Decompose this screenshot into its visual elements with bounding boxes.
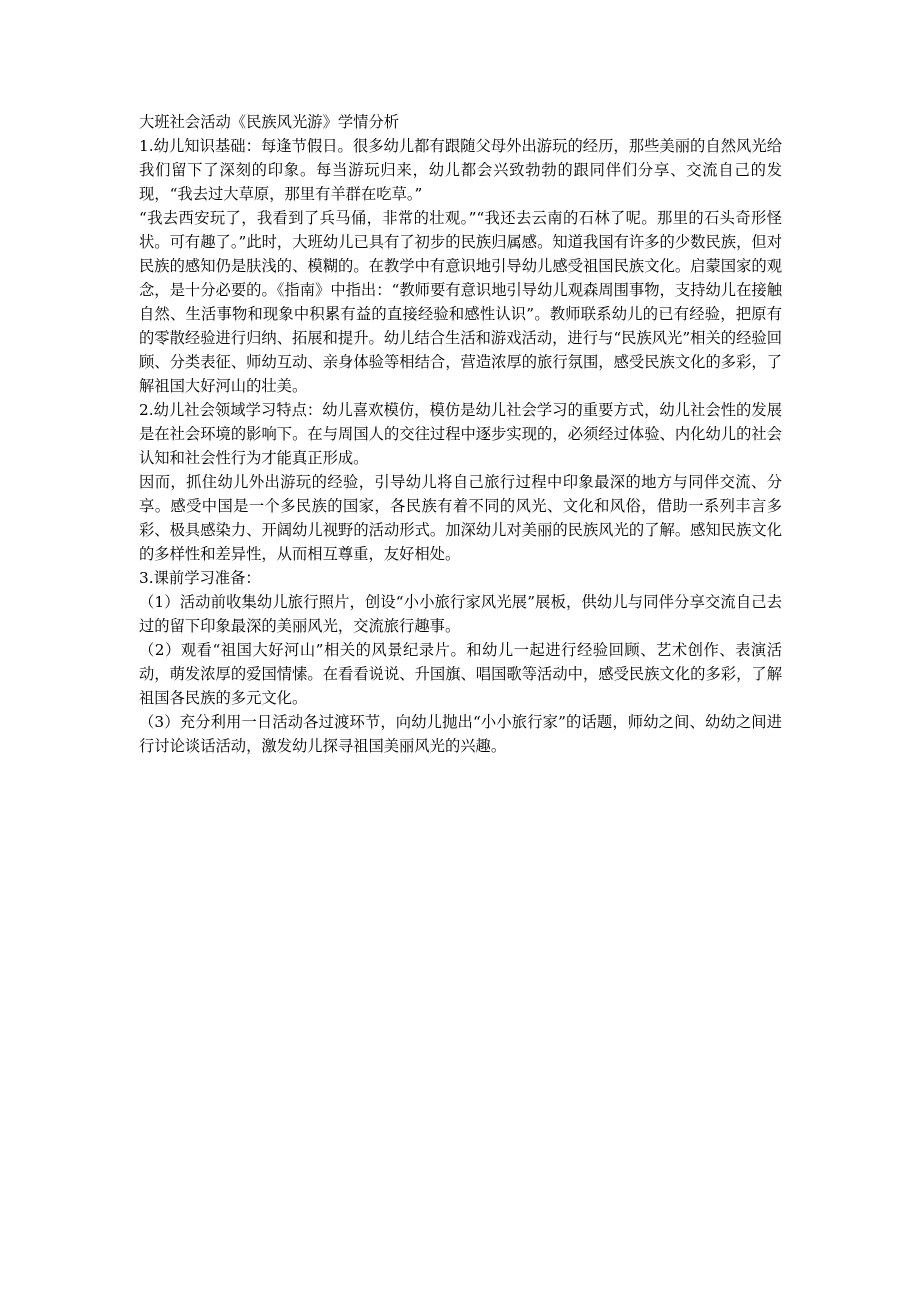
paragraph-therefore: 因而，抓住幼儿外出游玩的经验，引导幼儿将自己旅行过程中印象最深的地方与同伴交流、分享。感受中国是一个多民族的国家，各民族有着不同的风光、文化和风俗，借助一系列丰言多彩、极具感染力、开阔幼儿视野的活动形式。加深幼儿对美丽的民族风光的了解。感知民族文化的多样性和差异性，从而相互尊重，友好相处。 — [139, 473, 782, 563]
document-title: 大班社会活动《民族风光游》学情分析 — [139, 113, 400, 131]
paragraph-learning-features: 2.幼儿社会领域学习特点：幼儿喜欢模仿，模仿是幼儿社会学习的重要方式，幼儿社会性的发展是在社会环境的影响下。在与周国人的交往过程中逐步实现的，必须经过体验、内化幼儿的社会认知和社会性行为才能真正形成。 — [139, 401, 782, 467]
list-item-preparation-2: （2）观看“祖国大好河山”相关的风景纪录片。和幼儿一起进行经验回顾、艺术创作、表演活动，萌发浓厚的爱国情愫。在看看说说、升国旗、唱国歌等活动中，感受民族文化的多彩，了解祖国各民族的多元文化。 — [139, 641, 782, 707]
list-item-preparation-3: （3）充分利用一日活动各过渡环节，向幼儿抛出“小小旅行家”的话题，师幼之间、幼幼之间进行讨论谈话活动，激发幼儿探寻祖国美丽风光的兴趣。 — [139, 713, 782, 755]
list-item-preparation-1: （1）活动前收集幼儿旅行照片，创设“小小旅行家风光展”展板，供幼儿与同伴分享交流自己去过的留下印象最深的美丽风光，交流旅行趣事。 — [139, 593, 782, 635]
document-body — [139, 110, 782, 758]
paragraph-knowledge-basis: 1.幼儿知识基础：每逢节假日。很多幼儿都有跟随父母外出游玩的经历，那些美丽的自然风光给我们留下了深刻的印象。每当游玩归来，幼儿都会兴致勃勃的跟同伴们分享、交流自己的发现，“我去过大草原，那里有羊群在吃草。” — [139, 137, 782, 203]
section-heading-preparation: 3.课前学习准备： — [139, 569, 261, 587]
paragraph-travel-quotes: “我去西安玩了，我看到了兵马俑，非常的壮观。”“我还去云南的石林了呢。那里的石头奇形怪状。可有趣了。”此时，大班幼儿已具有了初步的民族归属感。知道我国有许多的少数民族，但对民族的感知仍是肤浅的、模糊的。在教学中有意识地引导幼儿感受祖国民族文化。启蒙国家的观念，是十分必要的。《指南》中指出：“教师要有意识地引导幼儿观森周围事物，支持幼儿在接触自然、生活事物和现象中积累有益的直接经验和感性认识”。教师联系幼儿的已有经验，把原有的零散经验进行归纳、拓展和提升。幼儿结合生活和游戏活动，进行与“民族风光”相关的经验回顾、分类表征、师幼互动、亲身体验等相结合，营造浓厚的旅行氛围，感受民族文化的多彩，了解祖国大好河山的壮美。 — [139, 209, 782, 395]
